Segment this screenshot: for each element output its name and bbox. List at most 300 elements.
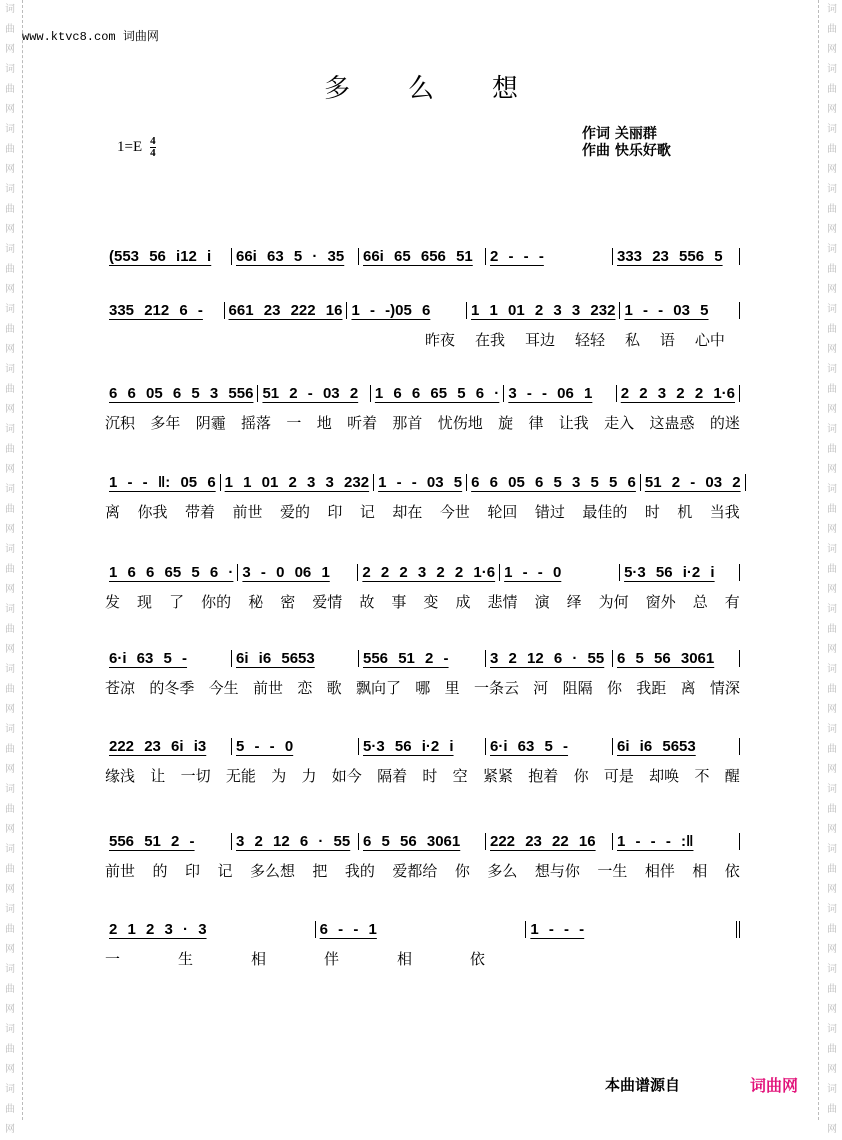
measure: 1 - -)05 6: [347, 302, 467, 319]
watermark-char: 曲: [5, 624, 15, 635]
watermark-char: 网: [827, 1064, 837, 1075]
watermark-char: 词: [827, 184, 837, 195]
lyrics: [105, 412, 740, 433]
notation: [105, 828, 740, 854]
watermark-char: 网: [827, 524, 837, 535]
watermark-char: 网: [5, 344, 15, 355]
lyric-word: 昨夜: [425, 331, 456, 349]
lyric-word: 私: [624, 331, 640, 349]
lyric-word: 听着: [347, 414, 378, 432]
lyric-word: 最佳的: [582, 503, 628, 521]
measure: 1 6 6 65 5 6 ·: [371, 385, 504, 402]
lyric-word: 演: [534, 593, 550, 611]
lyric-word: 多年: [150, 414, 181, 432]
score-line: [105, 559, 740, 611]
watermark-char: 曲: [5, 84, 15, 95]
watermark-char: 曲: [5, 324, 15, 335]
watermark-char: 词: [827, 124, 837, 135]
measure: 51 2 - 03 2: [258, 385, 370, 402]
measure: 5 - - 0: [232, 738, 359, 755]
watermark-char: 网: [827, 644, 837, 655]
watermark-char: 词: [827, 964, 837, 975]
lyric-word: 走入: [604, 414, 635, 432]
lyric-word: 伴: [323, 950, 339, 968]
time-bottom: 4: [150, 147, 156, 159]
measure: 6i i6 5653: [613, 738, 740, 755]
measure: 1 - - -: [526, 921, 740, 938]
measure: 6 6 05 6 5 3 5 5 6: [467, 474, 641, 491]
lyric-word: 离: [105, 503, 121, 521]
watermark-char: 曲: [827, 984, 837, 995]
watermark-char: 词: [827, 904, 837, 915]
lyric-word: 旋: [498, 414, 514, 432]
measure: 6 - - 1: [316, 921, 527, 938]
lyric-word: 河: [533, 679, 549, 697]
lyric-word: 前世: [232, 503, 263, 521]
watermark-char: 网: [5, 224, 15, 235]
measure: 556 51 2 -: [105, 833, 232, 850]
measure: 5·3 56 i·2 i: [359, 738, 486, 755]
lyric-word: 轮回: [487, 503, 518, 521]
lyric-word: 前世: [105, 862, 136, 880]
score-line: [105, 380, 740, 432]
side-watermark-left: [2, 0, 18, 1140]
watermark-char: 网: [827, 344, 837, 355]
watermark-char: 曲: [827, 924, 837, 935]
lyric-word: 想与你: [534, 862, 580, 880]
watermark-char: 网: [827, 464, 837, 475]
watermark-char: 词: [5, 784, 15, 795]
watermark-char: 曲: [5, 144, 15, 155]
watermark-char: 曲: [5, 504, 15, 515]
watermark-char: 词: [827, 304, 837, 315]
watermark-char: 词: [5, 544, 15, 555]
lyric-word: 离: [680, 679, 696, 697]
lyric-word: 一生: [597, 862, 628, 880]
watermark-char: 网: [5, 944, 15, 955]
watermark-char: 词: [5, 604, 15, 615]
measure: 1 1 01 2 3 3 232: [221, 474, 374, 491]
lyric-word: 发: [105, 593, 121, 611]
watermark-char: 曲: [827, 444, 837, 455]
watermark-char: 词: [827, 1024, 837, 1035]
watermark-char: 网: [827, 224, 837, 235]
lyric-word: 依: [469, 950, 485, 968]
watermark-char: 词: [827, 784, 837, 795]
measure: 222 23 6i i3: [105, 738, 232, 755]
watermark-char: 曲: [5, 864, 15, 875]
lyric-word: 你: [606, 679, 622, 697]
lyric-word: 的迷: [709, 414, 740, 432]
watermark-char: 曲: [5, 1104, 15, 1115]
lyric-word: 时: [644, 503, 660, 521]
brand-logo[interactable]: 词曲网: [750, 1076, 799, 1095]
watermark-char: 曲: [5, 744, 15, 755]
lyric-word: 把: [312, 862, 328, 880]
lyric-word: 情深: [709, 679, 740, 697]
watermark-char: 网: [827, 944, 837, 955]
lyric-word: 在我: [474, 331, 505, 349]
song-title: 多么想: [323, 74, 576, 104]
lyric-word: 相: [692, 862, 708, 880]
watermark-char: 词: [5, 904, 15, 915]
lyric-word: 当我: [709, 503, 740, 521]
margin-divider: [22, 0, 23, 1120]
watermark-char: 曲: [5, 804, 15, 815]
lyric-word: 苍凉: [105, 679, 136, 697]
measure: 222 23 22 16: [486, 833, 613, 850]
lyric-word: 里: [444, 679, 460, 697]
watermark-char: 曲: [5, 384, 15, 395]
lyric-word: 今世: [439, 503, 470, 521]
lyric-word: 一: [286, 414, 302, 432]
watermark-char: 词: [5, 184, 15, 195]
score-line: [105, 297, 740, 349]
lyric-word: 让我: [558, 414, 589, 432]
watermark-char: 词: [827, 664, 837, 675]
site-url: www.ktvc8.com 词曲网: [22, 30, 159, 44]
notation: [105, 469, 740, 495]
lyric-word: 这蛊惑: [649, 414, 695, 432]
watermark-char: 词: [827, 604, 837, 615]
lyric-word: 阴霾: [195, 414, 226, 432]
lyric-word: 恋: [297, 679, 313, 697]
lyric-word: 了: [169, 593, 185, 611]
lyric-word: 爱情: [312, 593, 343, 611]
lyrics: [105, 765, 740, 786]
measure: 6i i6 5653: [232, 650, 359, 667]
watermark-char: 曲: [5, 564, 15, 575]
measure: 2 2 3 2 2 1·6: [617, 385, 740, 402]
lyric-word: 你: [454, 862, 470, 880]
watermark-char: 曲: [827, 204, 837, 215]
measure: 661 23 222 16: [225, 302, 348, 319]
measure: 3 2 12 6 · 55: [486, 650, 613, 667]
time-signature: [150, 136, 156, 159]
lyric-word: 记: [217, 862, 233, 880]
lyric-word: 阻隔: [562, 679, 593, 697]
lyric-word: 力: [301, 767, 317, 785]
credits: [582, 126, 671, 160]
lyric-word: 事: [391, 593, 407, 611]
notation: [105, 645, 740, 671]
lyric-word: 摇落: [241, 414, 272, 432]
watermark-char: 网: [827, 1124, 837, 1135]
score-line: [105, 645, 740, 697]
watermark-char: 网: [827, 164, 837, 175]
lyrics: [425, 329, 725, 350]
watermark-char: 网: [5, 704, 15, 715]
watermark-char: 网: [827, 884, 837, 895]
watermark-char: 网: [827, 704, 837, 715]
measure: 6 6 05 6 5 3 556: [105, 385, 258, 402]
lyric-word: 为: [271, 767, 287, 785]
watermark-char: 网: [5, 824, 15, 835]
watermark-char: 词: [5, 964, 15, 975]
notation: [105, 243, 740, 269]
watermark-char: 曲: [5, 1044, 15, 1055]
lyric-word: 为何: [598, 593, 629, 611]
measure: 2 - - -: [486, 248, 613, 265]
watermark-char: 网: [5, 44, 15, 55]
watermark-char: 曲: [827, 1104, 837, 1115]
score-line: [105, 916, 740, 968]
measure: 335 212 6 -: [105, 302, 225, 319]
lyric-word: 隔着: [377, 767, 408, 785]
lyric-word: 可是: [603, 767, 634, 785]
score-line: [105, 469, 741, 521]
watermark-char: 曲: [827, 864, 837, 875]
lyric-word: 却唤: [649, 767, 680, 785]
measure: 1 6 6 65 5 6 ·: [105, 564, 238, 581]
watermark-char: 词: [5, 664, 15, 675]
lyric-word: 的: [152, 862, 168, 880]
watermark-char: 网: [5, 164, 15, 175]
lyric-word: 空: [452, 767, 468, 785]
watermark-char: 网: [5, 464, 15, 475]
lyric-word: 成: [455, 593, 471, 611]
lyric-word: 哪: [415, 679, 431, 697]
watermark-char: 网: [5, 1124, 15, 1135]
watermark-char: 词: [5, 64, 15, 75]
watermark-char: 网: [5, 884, 15, 895]
watermark-char: 网: [827, 584, 837, 595]
measure: 1 - - 03 5: [374, 474, 467, 491]
lyric-word: 密: [280, 593, 296, 611]
lyric-word: 印: [184, 862, 200, 880]
watermark-char: 网: [5, 644, 15, 655]
watermark-char: 曲: [827, 84, 837, 95]
key-signature: [117, 136, 156, 159]
lyric-word: 那首: [392, 414, 423, 432]
lyrics: [105, 501, 740, 522]
lyric-word: 现: [137, 593, 153, 611]
watermark-char: 曲: [827, 684, 837, 695]
watermark-char: 曲: [5, 924, 15, 935]
lyric-word: 多么想: [249, 862, 295, 880]
lyric-word: 爱都给: [392, 862, 438, 880]
watermark-char: 网: [827, 44, 837, 55]
lyric-word: 今生: [208, 679, 239, 697]
side-watermark-right: [824, 0, 840, 1140]
lyric-word: 沉积: [105, 414, 136, 432]
measure: 1 - - ‖: 05 6: [105, 474, 221, 491]
lyric-word: 依: [724, 862, 740, 880]
notation: [105, 559, 740, 585]
lyrics: [105, 948, 485, 969]
lyric-word: 不: [694, 767, 710, 785]
lyric-word: 爱的: [279, 503, 310, 521]
watermark-char: 曲: [5, 24, 15, 35]
watermark-char: 曲: [827, 24, 837, 35]
watermark-char: 网: [5, 1064, 15, 1075]
measure: 2 2 2 3 2 2 1·6: [358, 564, 500, 581]
watermark-char: 曲: [5, 984, 15, 995]
measure: 556 51 2 -: [359, 650, 486, 667]
lyric-word: 你我: [137, 503, 168, 521]
lyric-word: 心中: [694, 331, 725, 349]
watermark-char: 曲: [5, 444, 15, 455]
watermark-char: 曲: [827, 564, 837, 575]
lyric-word: 窗外: [645, 593, 676, 611]
watermark-char: 词: [5, 844, 15, 855]
score-line: [105, 243, 740, 269]
watermark-char: 词: [827, 724, 837, 735]
lyric-word: 故: [359, 593, 375, 611]
watermark-char: 网: [827, 824, 837, 835]
watermark-char: 词: [5, 724, 15, 735]
watermark-char: 词: [827, 484, 837, 495]
watermark-char: 词: [5, 424, 15, 435]
source-label: 本曲谱源自: [605, 1076, 681, 1094]
measure: 3 2 12 6 · 55: [232, 833, 359, 850]
lyric-word: 相伴: [644, 862, 675, 880]
watermark-char: 曲: [827, 324, 837, 335]
lyric-word: 错过: [534, 503, 565, 521]
watermark-char: 词: [5, 124, 15, 135]
measure: (553 56 i12 i: [105, 248, 232, 265]
watermark-char: 曲: [827, 1044, 837, 1055]
measure: 1 - - 0: [500, 564, 620, 581]
lyric-word: 绎: [566, 593, 582, 611]
notation: [105, 380, 740, 406]
measure: 66i 63 5 · 35: [232, 248, 359, 265]
score-line: [105, 828, 740, 880]
lyrics: [105, 677, 740, 698]
lyric-word: 机: [677, 503, 693, 521]
watermark-char: 网: [827, 764, 837, 775]
measure: 6 5 56 3061: [359, 833, 486, 850]
lyric-word: 我距: [636, 679, 667, 697]
watermark-char: 词: [827, 244, 837, 255]
watermark-char: 曲: [827, 744, 837, 755]
measure: 1 - - - :‖: [613, 833, 740, 850]
lyrics: [105, 591, 740, 612]
lyric-word: 多么: [487, 862, 518, 880]
lyric-word: 轻轻: [574, 331, 605, 349]
watermark-char: 词: [827, 364, 837, 375]
lyric-word: 醒: [724, 767, 740, 785]
watermark-char: 曲: [5, 204, 15, 215]
measure: 66i 65 656 51: [359, 248, 486, 265]
measure: 333 23 556 5: [613, 248, 740, 265]
watermark-char: 网: [5, 284, 15, 295]
lyric-word: 忧伤地: [437, 414, 483, 432]
lyrics: [105, 860, 740, 881]
margin-divider: [818, 0, 819, 1120]
watermark-char: 曲: [827, 804, 837, 815]
lyric-word: 印: [327, 503, 343, 521]
watermark-char: 网: [827, 1004, 837, 1015]
watermark-char: 曲: [827, 144, 837, 155]
watermark-char: 曲: [827, 384, 837, 395]
measure: 3 - 0 06 1: [238, 564, 358, 581]
lyric-word: 地: [316, 414, 332, 432]
watermark-char: 网: [827, 404, 837, 415]
lyric-word: 律: [528, 414, 544, 432]
lyric-word: 你: [573, 767, 589, 785]
watermark-char: 词: [5, 364, 15, 375]
watermark-char: 词: [827, 1084, 837, 1095]
lyric-word: 歌: [326, 679, 342, 697]
notation: [105, 733, 740, 759]
watermark-char: 网: [827, 284, 837, 295]
measure: 3 - - 06 1: [504, 385, 616, 402]
lyric-word: 秘: [248, 593, 264, 611]
lyric-word: 的冬季: [149, 679, 195, 697]
composer: 作曲 快乐好歌: [582, 143, 671, 159]
lyric-word: 却在: [392, 503, 423, 521]
watermark-char: 曲: [5, 264, 15, 275]
watermark-char: 曲: [5, 684, 15, 695]
lyric-word: 一条云: [473, 679, 519, 697]
watermark-char: 词: [5, 244, 15, 255]
watermark-char: 网: [5, 584, 15, 595]
lyric-word: 前世: [252, 679, 283, 697]
measure: 5·3 56 i·2 i: [620, 564, 740, 581]
watermark-char: 词: [5, 4, 15, 15]
lyric-word: 带着: [184, 503, 215, 521]
measure: 51 2 - 03 2: [641, 474, 746, 491]
lyric-word: 悲情: [487, 593, 518, 611]
measure: 6·i 63 5 -: [486, 738, 613, 755]
watermark-char: 词: [5, 304, 15, 315]
lyric-word: 耳边: [524, 331, 555, 349]
watermark-char: 曲: [827, 624, 837, 635]
lyric-word: 相: [396, 950, 412, 968]
measure: 6 5 56 3061: [613, 650, 740, 667]
watermark-char: 网: [827, 104, 837, 115]
watermark-char: 网: [5, 524, 15, 535]
time-top: 4: [150, 135, 156, 147]
watermark-char: 网: [5, 1004, 15, 1015]
lyric-word: 飘向了: [355, 679, 401, 697]
lyric-word: 有: [724, 593, 740, 611]
watermark-char: 曲: [827, 264, 837, 275]
watermark-char: 网: [5, 404, 15, 415]
lyric-word: 紧紧: [482, 767, 513, 785]
key-label: 1=E: [117, 139, 143, 155]
lyric-word: 让: [150, 767, 166, 785]
lyricist: 作词 关丽群: [582, 126, 657, 142]
lyric-word: 无能: [225, 767, 256, 785]
lyric-word: 缘浅: [105, 767, 136, 785]
watermark-char: 词: [827, 544, 837, 555]
watermark-char: 词: [5, 1024, 15, 1035]
lyric-word: 你的: [201, 593, 232, 611]
watermark-char: 词: [5, 1084, 15, 1095]
measure: 6·i 63 5 -: [105, 650, 232, 667]
lyric-word: 时: [422, 767, 438, 785]
measure: 1 1 01 2 3 3 232: [467, 302, 620, 319]
measure: 1 - - 03 5: [620, 302, 740, 319]
watermark-char: 词: [827, 4, 837, 15]
measure: 2 1 2 3 · 3: [105, 921, 316, 938]
watermark-char: 词: [827, 64, 837, 75]
lyric-word: 总: [692, 593, 708, 611]
watermark-char: 词: [827, 424, 837, 435]
lyric-word: 相: [250, 950, 266, 968]
lyric-word: 一: [105, 950, 121, 968]
lyric-word: 如今: [331, 767, 362, 785]
lyric-word: 抱着: [528, 767, 559, 785]
watermark-char: 词: [827, 844, 837, 855]
notation: [105, 297, 740, 323]
lyric-word: 变: [423, 593, 439, 611]
notation: [105, 916, 740, 942]
watermark-char: 网: [5, 764, 15, 775]
lyric-word: 我的: [344, 862, 375, 880]
